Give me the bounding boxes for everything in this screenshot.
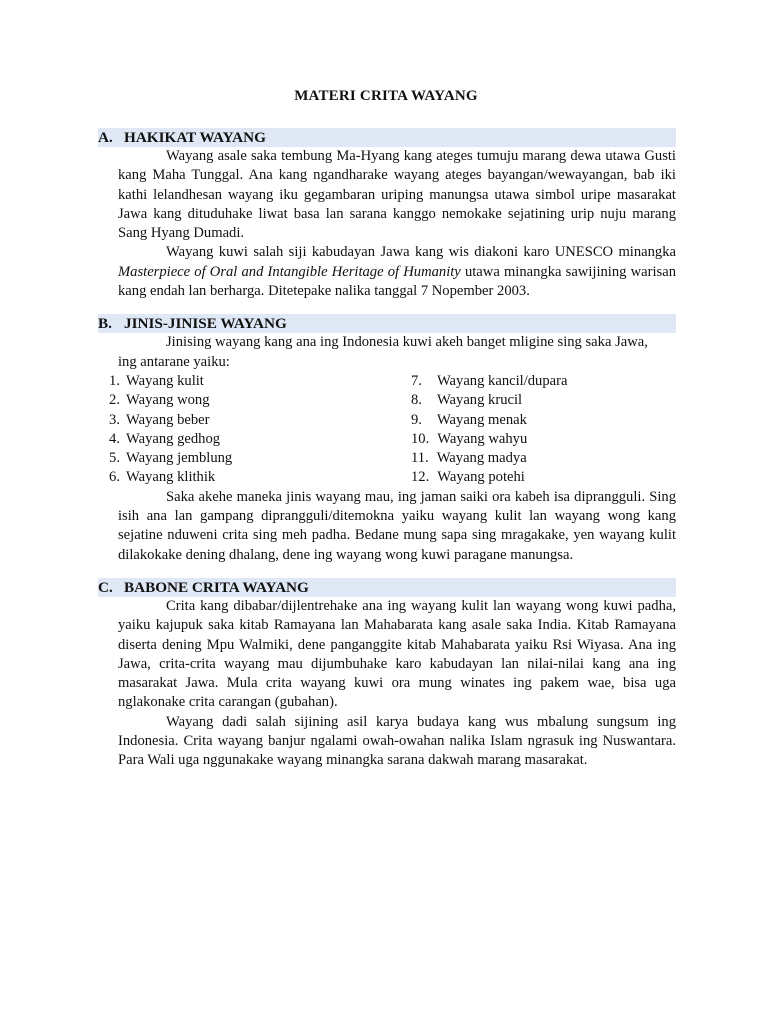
paragraph: Wayang dadi salah sijining asil karya budaya kang wus mbalung sungsum ing Indonesia. Crita wayang banjur ngalami owah-owahan nalika Islam ngrasuk ing Nuswantara. Para Wali uga nggunakake wayang minangka sarana dakwah marang masarakat. (118, 713, 676, 769)
list-text: Wayang jemblung (126, 450, 233, 467)
paragraph: Saka akehe maneka jinis wayang mau, ing jaman saiki ora kabeh isa diprangguli. Sing isih ana lan gampang diprangguli/ditemokna yaiku wayang kulit lan wayang wong kang sejatine nduweni crita sing meh padha. Bedane mung sapa sing mragakake, yen wayang kulit dilakokake dening dhalang, dene ing wayang wong kuwi paragane manungsa. (118, 488, 676, 563)
section-body (118, 333, 676, 372)
list-number: 4. (109, 430, 120, 447)
list-number: 7. (411, 372, 422, 389)
list-column-right (411, 372, 676, 488)
list-number: 3. (109, 411, 120, 428)
paragraph-text: utawa minangka sawijining warisan kang endah lan berharga. Ditetepake nalika tanggal 7 Nopember 2003. (118, 263, 676, 300)
paragraph: Wayang asale saka tembung Ma-Hyang kang ateges tumuju marang dewa utawa Gusti kang Maha Tunggal. Ana kang ngandharake wayang ateges bayangan/wewayangan, bab iki kathi lelandhesan wayang iku gegambaran uriping manungsa utawa simbol uripe masarakat Jawa kang dituduhake liwat basa lan sarana kanggo nemokake sejatining urip nuju marang Sang Hyang Dumadi. (118, 148, 676, 242)
section-heading (98, 578, 676, 597)
list-number: 8. (411, 392, 422, 409)
section-heading (98, 314, 676, 333)
list-number: 9. (411, 411, 422, 428)
list-item (411, 391, 676, 410)
paragraph: Jinising wayang kang ana ing Indonesia kuwi akeh banget mligine sing saka Jawa, (166, 334, 648, 351)
wayang-types-list (96, 372, 676, 488)
list-number: 6. (109, 469, 120, 486)
section-letter: A. (98, 129, 113, 146)
list-text: Wayang klithik (126, 469, 216, 486)
list-number: 1. (109, 372, 120, 389)
list-text: Wayang beber (126, 411, 210, 428)
list-item (96, 449, 411, 468)
section-heading (98, 128, 676, 147)
paragraph (118, 243, 676, 301)
section-babone (96, 578, 676, 771)
paragraph: Crita kang dibabar/dijlentrehake ana ing wayang kulit lan wayang wong kuwi padha, yaiku kajupuk saka kitab Ramayana lan Mahabarata kang asale saka India. Kitab Ramayana diserta dening Mpu Walmiki, dene panganggite kitab Mahabarata yaiku Rsi Wiyasa. Ana ing Jawa, crita-crita wayang mau dijumbuhake karo kabudayan lan nilai-nilai kang ana ing masarakat Jawa. Mula crita wayang kuwi ora mung winates ing pakem wae, bisa uga nglakonake crita carangan (gubahan). (118, 597, 676, 711)
section-letter: C. (98, 578, 113, 596)
list-item (96, 372, 411, 391)
list-item (96, 411, 411, 430)
section-body (118, 488, 676, 565)
section-body (118, 147, 676, 301)
list-number: 5. (109, 450, 120, 467)
list-text: Wayang kulit (126, 372, 204, 389)
document-title: MATERI CRITA WAYANG (294, 88, 478, 104)
list-item (411, 372, 676, 391)
list-number: 11. (411, 450, 429, 467)
list-item (96, 430, 411, 449)
section-title: HAKIKAT WAYANG (124, 129, 266, 146)
list-text: Wayang madya (436, 450, 527, 467)
section-title: BABONE CRITA WAYANG (124, 578, 309, 596)
list-item (411, 468, 676, 487)
list-text: Wayang gedhog (126, 430, 221, 447)
list-text: Wayang kancil/dupara (436, 372, 568, 389)
list-number: 2. (109, 392, 120, 409)
section-hakikat (96, 128, 676, 301)
list-number: 12. (411, 469, 430, 486)
section-jinis (96, 314, 676, 565)
list-text: Wayang menak (436, 411, 527, 428)
section-body (118, 597, 676, 771)
section-letter: B. (98, 315, 112, 333)
list-text: Wayang wong (126, 392, 210, 409)
unesco-title: Masterpiece of Oral and Intangible Heritage of Humanity (118, 263, 461, 280)
list-text: Wayang krucil (436, 392, 523, 409)
list-column-left (96, 372, 411, 488)
list-number: 10. (411, 430, 430, 447)
document-page (96, 86, 676, 784)
list-text: Wayang potehi (437, 469, 525, 486)
paragraph-text: Wayang kuwi salah siji kabudayan Jawa kang wis diakoni karo UNESCO minangka (166, 244, 676, 261)
paragraph: ing antarane yaiku: (118, 353, 230, 370)
list-text: Wayang wahyu (437, 430, 528, 447)
section-title: JINIS-JINISE WAYANG (124, 315, 287, 333)
list-item (96, 391, 411, 410)
list-item (411, 449, 676, 468)
list-item (411, 430, 676, 449)
list-item (96, 468, 411, 487)
list-item (411, 411, 676, 430)
